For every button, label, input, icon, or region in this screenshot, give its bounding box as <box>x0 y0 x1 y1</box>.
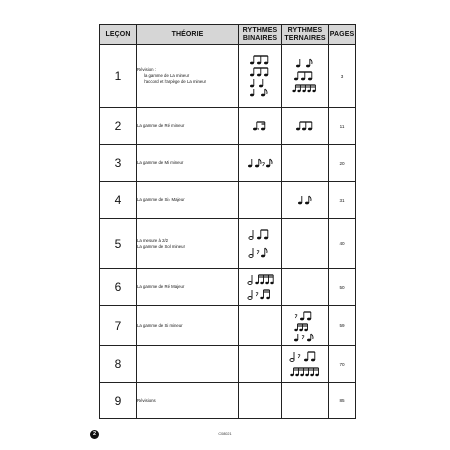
theory-cell <box>137 108 239 145</box>
theory-cell <box>137 45 239 108</box>
sixteenth-group-icon <box>246 272 274 302</box>
page-number-badge: 2 <box>90 430 99 439</box>
theory-line: Révision : <box>137 67 156 72</box>
ternary-rhythm-cell <box>282 219 329 269</box>
page-number: 3 <box>329 45 356 108</box>
header-rythmes-binaires-line2: BINAIRES <box>242 34 278 42</box>
reference-code: C08021 <box>218 432 232 436</box>
theory-line: La gamme de Mi mineur <box>137 160 184 165</box>
page-number: 40 <box>329 219 356 269</box>
lesson-number: 6 <box>100 269 137 306</box>
header-row <box>100 25 356 45</box>
quarter-eighth-icon <box>297 194 313 206</box>
rhythm-group-icon <box>247 54 273 98</box>
theory-line: Révisions <box>137 397 156 403</box>
theory-line: La gamme de Si mineur <box>137 322 183 328</box>
ternary-rhythm-cell <box>282 269 329 306</box>
theory-line: l'accord et l'arpège de La mineur <box>144 79 207 84</box>
theory-line: La gamme de Ré mineur <box>137 123 185 128</box>
ternary-rhythm-cell <box>282 182 329 219</box>
lesson-number: 9 <box>100 383 137 419</box>
lesson-number: 8 <box>100 346 137 383</box>
binary-rhythm-cell <box>239 219 282 269</box>
lesson-number: 5 <box>100 219 137 269</box>
theory-cell <box>137 269 239 306</box>
ternary-rhythm-cell <box>282 383 329 419</box>
theory-line: La gamme de Si♭ Majeur <box>137 197 185 202</box>
lesson-row-7 <box>100 306 356 346</box>
page-number: 59 <box>329 306 356 346</box>
theory-line: La gamme de Ré Majeur <box>137 284 185 289</box>
lesson-number: 2 <box>100 108 137 145</box>
header-rythmes-binaires <box>239 25 282 45</box>
ternary-rhythm-cell <box>282 45 329 108</box>
page-number: 20 <box>329 145 356 182</box>
theory-line: la gamme de La mineur <box>144 73 190 78</box>
binary-rhythm-cell <box>239 45 282 108</box>
ternary-rhythm-icon <box>292 309 318 343</box>
lesson-row-5 <box>100 219 356 269</box>
page-number: 11 <box>329 108 356 145</box>
ternary-rhythm-cell <box>282 108 329 145</box>
ternary-rhythm-group-icon <box>288 349 322 379</box>
lesson-number: 4 <box>100 182 137 219</box>
binary-rhythm-cell <box>239 269 282 306</box>
half-note-rhythm-icon <box>247 227 273 261</box>
lesson-row-1 <box>100 45 356 108</box>
theory-line: La mesure à 2/2 <box>137 237 169 243</box>
header-rythmes-ternaires <box>282 25 329 45</box>
theory-cell <box>137 219 239 269</box>
lesson-row-2 <box>100 108 356 145</box>
theory-cell <box>137 145 239 182</box>
header-lecon: LEÇON <box>100 25 137 45</box>
lesson-row-4 <box>100 182 356 219</box>
dotted-eighth-sixteenth-icon <box>252 120 268 132</box>
theory-cell <box>137 306 239 346</box>
binary-rhythm-cell <box>239 108 282 145</box>
header-pages: PAGES <box>329 25 356 45</box>
page-number: 85 <box>329 383 356 419</box>
eighth-notes-icon <box>295 120 315 132</box>
page-number: 31 <box>329 182 356 219</box>
header-rythmes-binaires-line1: RYTHMES <box>242 26 278 34</box>
theory-cell <box>137 383 239 419</box>
lesson-number: 7 <box>100 306 137 346</box>
ternary-rhythm-cell <box>282 306 329 346</box>
lesson-number: 3 <box>100 145 137 182</box>
contents-table <box>99 24 356 419</box>
ternary-rhythm-cell <box>282 346 329 383</box>
page-number: 50 <box>329 269 356 306</box>
header-rythmes-ternaires-line2: TERNAIRES <box>284 34 326 42</box>
lesson-row-8 <box>100 346 356 383</box>
lesson-row-9 <box>100 383 356 419</box>
syncopation-icon <box>247 157 273 169</box>
header-rythmes-ternaires-line1: RYTHMES <box>287 26 323 34</box>
binary-rhythm-cell <box>239 182 282 219</box>
theory-cell <box>137 346 239 383</box>
theory-line: La gamme de Sol mineur <box>137 243 186 249</box>
binary-rhythm-cell <box>239 145 282 182</box>
header-theorie: THÉORIE <box>137 25 239 45</box>
theory-cell <box>137 182 239 219</box>
lesson-row-3 <box>100 145 356 182</box>
lesson-row-6 <box>100 269 356 306</box>
page-number: 70 <box>329 346 356 383</box>
rhythm-group-icon <box>290 57 320 95</box>
lesson-number: 1 <box>100 45 137 108</box>
binary-rhythm-cell <box>239 306 282 346</box>
ternary-rhythm-cell <box>282 145 329 182</box>
binary-rhythm-cell <box>239 383 282 419</box>
binary-rhythm-cell <box>239 346 282 383</box>
